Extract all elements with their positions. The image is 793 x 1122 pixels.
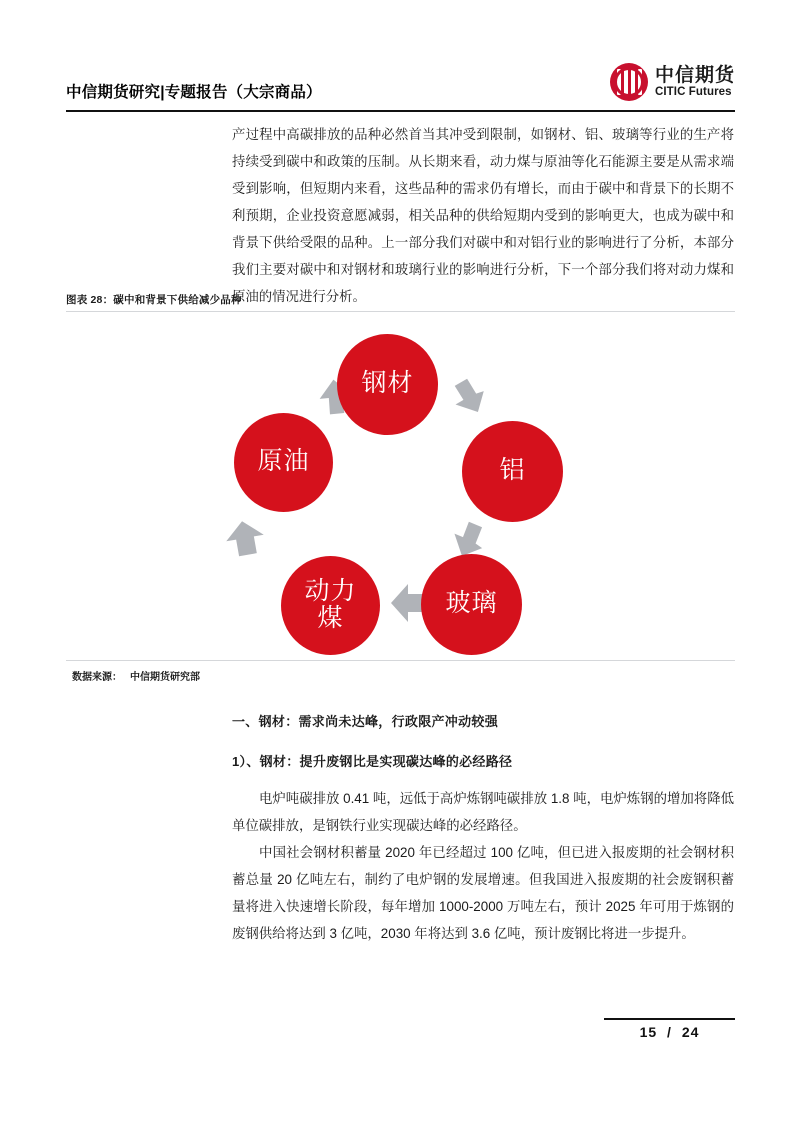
header-divider <box>66 110 735 112</box>
cycle-node-yuanyou <box>234 413 333 512</box>
brand-logo <box>610 60 735 104</box>
cycle-node-label: 钢材 <box>361 370 414 398</box>
section-heading-2: 1）、钢材：提升废钢比是实现碳达峰的必经路径 <box>232 754 513 769</box>
figure-bottom-divider <box>66 660 735 661</box>
figure-top-divider <box>66 311 735 312</box>
figure-source <box>72 668 200 683</box>
cycle-node-gangcai <box>337 334 438 435</box>
arrow-gangcai-to-lv <box>443 375 489 421</box>
report-title: 中信期货研究|专题报告（大宗商品） <box>66 84 322 101</box>
brand-name-cn: 中信期货 <box>654 65 735 86</box>
page-total: 24 <box>681 1024 700 1040</box>
cycle-node-label: 原油 <box>257 448 310 476</box>
intro-paragraph: 产过程中高碳排放的品种必然首当其冲受到限制，如钢材、铝、玻璃等行业的生产将持续受到碳中和政策的压制。从长期来看，动力煤与原油等化石能源主要是从需求端受到影响，但短期内来看，这些品种的需求仍有增长，而由于碳中和背景下的长期不利预期，企业投资意愿减弱，相关品种的供给短期内受到的影响更大，也成为碳中和背景下供给受限的品种。上一部分我们对碳中和对铝行业的影响进行了分析，本部分我们主要对碳中和对钢材和玻璃行业的影响进行分析，下一个部分我们将对动力煤和原油的情况进行分析。 <box>232 127 734 304</box>
cycle-node-boli <box>421 554 522 655</box>
cycle-diagram <box>225 318 575 656</box>
paragraph-2: 电炉吨碳排放 0.41 吨，远低于高炉炼钢吨碳排放 1.8 吨，电炉炼钢的增加将降低单位碳排放，是钢铁行业实现碳达峰的必经路径。 <box>232 791 734 833</box>
figure-source-value: 中信期货研究部 <box>130 672 200 683</box>
citic-logo-icon <box>610 63 648 101</box>
section-heading-1: 一、钢材：需求尚未达峰，行政限产冲动较强 <box>232 714 499 729</box>
brand-text <box>655 66 735 98</box>
figure-source-label: 数据来源： <box>72 672 122 683</box>
cycle-node-label: 玻璃 <box>445 590 498 618</box>
figure-caption: 图表 28：碳中和背景下供给减少品种 <box>66 294 242 306</box>
arrow-dongli-to-yuanyou <box>222 515 268 561</box>
page-number <box>604 1024 735 1040</box>
cycle-node-label: 动力煤 <box>304 578 357 632</box>
page-separator: / <box>667 1024 672 1040</box>
page-header <box>66 60 735 108</box>
brand-name-en: CITIC Futures <box>654 85 732 98</box>
cycle-node-lv <box>462 421 563 522</box>
paragraph-3: 中国社会钢材积蓄量 2020 年已经超过 100 亿吨，但已进入报废期的社会钢材积蓄总量 20 亿吨左右，制约了电炉钢的发展增速。但我国进入报废期的社会废钢积蓄量将进入快速增长阶段，每年增加 1000-2000 万吨左右，预计 2025 年可用于炼钢的废钢供给将达到 3 亿吨，2030 年将达到 3.6 亿吨，预计废钢比将进一步提升。 <box>232 845 734 941</box>
cycle-node-dongli <box>281 556 380 655</box>
page-current: 15 <box>639 1024 658 1040</box>
cycle-node-label: 铝 <box>499 457 526 485</box>
footer-divider <box>604 1018 735 1020</box>
